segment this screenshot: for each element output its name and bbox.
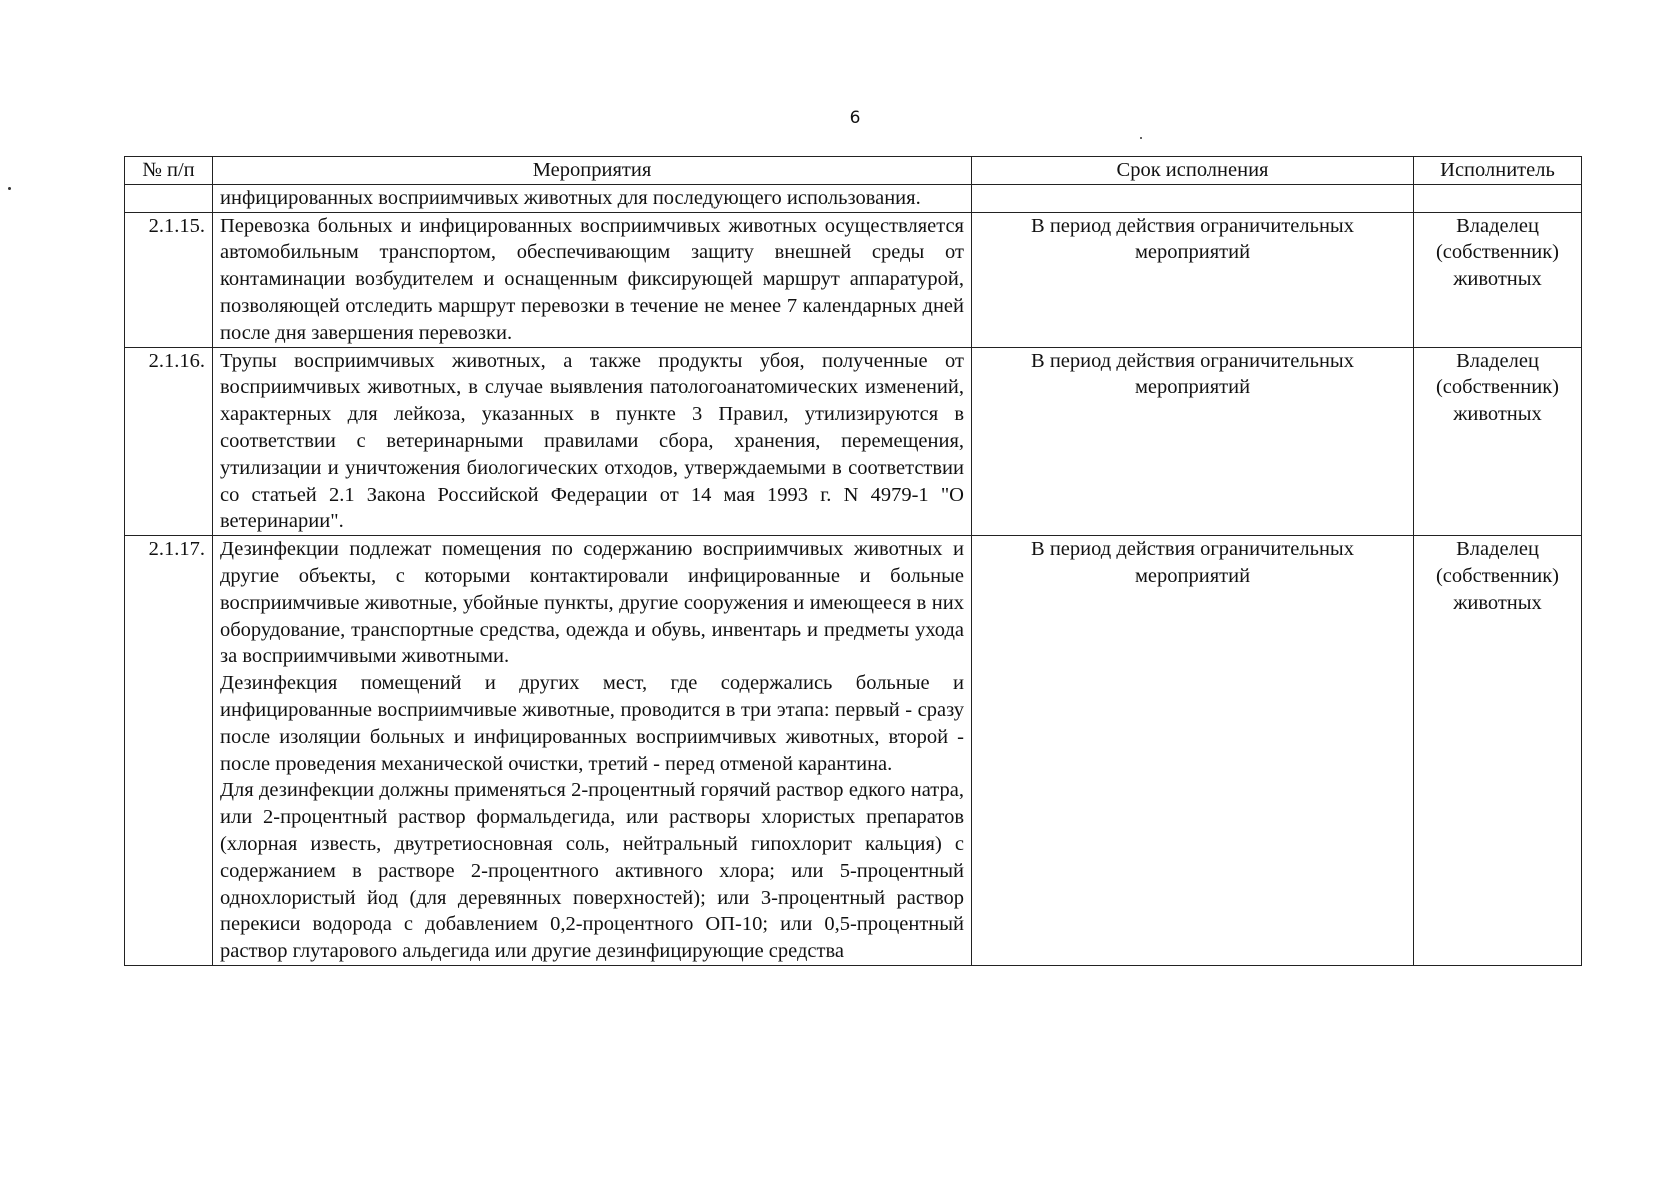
table-row [125, 347, 1582, 536]
row-executor: Владелец (собственник) животных [1414, 212, 1582, 347]
action-paragraph: Перевозка больных и инфицированных восприимчивых животных осуществляется автомобильным транспортом, обеспечивающим защиту внешней среды от контаминации возбудителем и оснащенным фиксирующей маршрут аппаратурой, позволяющей отследить маршрут перевозки в течение не менее 7 календарных дней после дня завершения перевозки. [220, 214, 964, 344]
row-executor [1414, 184, 1582, 212]
header-num: № п/п [125, 157, 213, 185]
row-executor: Владелец (собственник) животных [1414, 536, 1582, 966]
action-paragraph: инфицированных восприимчивых животных для последующего использования. [220, 186, 921, 209]
row-number: 2.1.15. [125, 212, 213, 347]
row-term: В период действия ограничительных мероприятий [972, 536, 1414, 966]
action-paragraph: Дезинфекция помещений и других мест, где содержались больные и инфицированные восприимчивые животные, проводится в три этапа: первый - сразу после изоляции больных и инфицированных восприимчивых животных, второй - после проведения механической очистки, третий - перед отменой карантина. [220, 672, 964, 775]
table-row [125, 536, 1582, 966]
row-number: 2.1.16. [125, 347, 213, 536]
row-term: В период действия ограничительных мероприятий [972, 347, 1414, 536]
action-paragraph: Для дезинфекции должны применяться 2-процентный горячий раствор едкого натра, или 2-процентный раствор формальдегида, или растворы хлористых препаратов (хлорная известь, двутретиосновная соль, нейтральный гипохлорит кальция) с содержанием в растворе 2-процентного активного хлора; или 5-процентный однохлористый йод (для деревянных поверхностей); или 3-процентный раствор перекиси водорода с добавлением 0,2-процентного ОП-10; или 0,5-процентный раствор глутарового альдегида или другие дезинфицирующие средства [220, 779, 964, 963]
row-number [125, 184, 213, 212]
row-executor: Владелец (собственник) животных [1414, 347, 1582, 536]
table-row [125, 184, 1582, 212]
header-executor: Исполнитель [1414, 157, 1582, 185]
scan-speck [1140, 137, 1142, 139]
table-header-row [125, 157, 1582, 185]
measures-table [124, 156, 1582, 966]
row-action [213, 347, 972, 536]
row-term: В период действия ограничительных мероприятий [972, 212, 1414, 347]
row-action [213, 536, 972, 966]
action-paragraph: Трупы восприимчивых животных, а также продукты убоя, полученные от восприимчивых животных, в случае выявления патологоанатомических изменений, характерных для лейкоза, указанных в пункте 3 Правил, утилизируются в соответствии с ветеринарными правилами сбора, хранения, перемещения, утилизации и уничтожения биологических отходов, утверждаемыми в соответствии со статьей 2.1 Закона Российской Федерации от 14 мая 1993 г. N 4979-1 "О ветеринарии". [220, 349, 964, 533]
action-paragraph: Дезинфекции подлежат помещения по содержанию восприимчивых животных и другие объекты, с которыми контактировали инфицированные и больные восприимчивые животные, убойные пункты, другие сооружения и имеющееся в них оборудование, транспортные средства, одежда и обувь, инвентарь и предметы ухода за восприимчивыми животными. [220, 538, 964, 668]
header-term: Срок исполнения [972, 157, 1414, 185]
table-row [125, 212, 1582, 347]
header-action: Мероприятия [213, 157, 972, 185]
row-number: 2.1.17. [125, 536, 213, 966]
row-action [213, 212, 972, 347]
page-number: 6 [849, 108, 861, 128]
row-action [213, 184, 972, 212]
row-term [972, 184, 1414, 212]
scan-speck [8, 187, 11, 190]
